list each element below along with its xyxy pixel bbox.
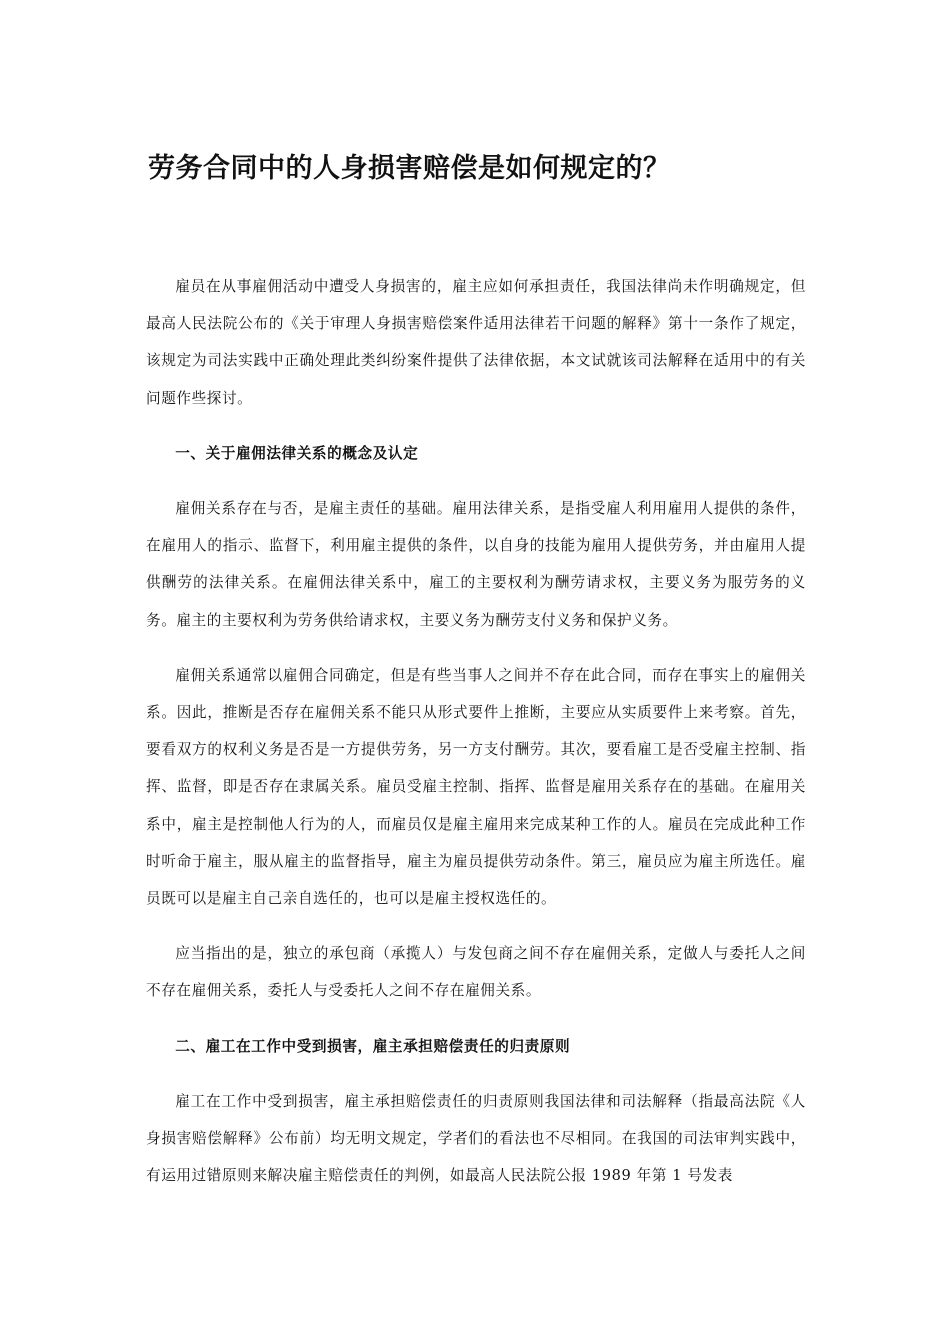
paragraph-intro: 雇员在从事雇佣活动中遭受人身损害的，雇主应如何承担责任，我国法律尚未作明确规定，但最高人民法院公布的《关于审理人身损害赔偿案件适用法律若干问题的解释》第十一条作了规定，该规定为司法实践中正确处理此类纠纷案件提供了法律依据，本文试就该司法解释在适用中的有关问题作些探讨。	[146, 278, 806, 407]
section-heading-2: 二、雇工在工作中受到损害，雇主承担赔偿责任的归责原则	[175, 1037, 571, 1055]
document-body	[146, 268, 806, 1194]
paragraph-employment-definition: 雇佣关系存在与否，是雇主责任的基础。雇用法律关系，是指受雇人利用雇用人提供的条件，在雇用人的指示、监督下，利用雇主提供的条件，以自身的技能为雇用人提供劳务，并由雇用人提供酬劳的法律关系。在雇佣法律关系中，雇工的主要权利为酬劳请求权，主要义务为服劳务的义务。雇主的主要权利为劳务供给请求权，主要义务为酬劳支付义务和保护义务。	[146, 500, 806, 629]
paragraph-liability-principle: 雇工在工作中受到损害，雇主承担赔偿责任的归责原则我国法律和司法解释（指最高法院《人身损害赔偿解释》公布前）均无明文规定，学者们的看法也不尽相同。在我国的司法审判实践中，有运用过错原则来解决雇主赔偿责任的判例，如最高人民法院公报 1989 年第 1 号发表	[146, 1092, 806, 1185]
section-heading-1: 一、关于雇佣法律关系的概念及认定	[175, 444, 419, 462]
document-title: 劳务合同中的人身损害赔偿是如何规定的？	[148, 153, 671, 185]
paragraph-exclusions: 应当指出的是，独立的承包商（承揽人）与发包商之间不存在雇佣关系，定做人与委托人之间不存在雇佣关系，委托人与受委托人之间不存在雇佣关系。	[146, 945, 806, 1000]
paragraph-employment-determination: 雇佣关系通常以雇佣合同确定，但是有些当事人之间并不存在此合同，而存在事实上的雇佣关系。因此，推断是否存在雇佣关系不能只从形式要件上推断，主要应从实质要件上来考察。首先，要看双方的权利义务是否是一方提供劳务，另一方支付酬劳。其次，要看雇工是否受雇主控制、指挥、监督，即是否存在隶属关系。雇员受雇主控制、指挥、监督是雇用关系存在的基础。在雇用关系中，雇主是控制他人行为的人，而雇员仅是雇主雇用来完成某种工作的人。雇员在完成此种工作时听命于雇主，服从雇主的监督指导，雇主为雇员提供劳动条件。第三，雇员应为雇主所选任。雇员既可以是雇主自己亲自选任的，也可以是雇主授权选任的。	[146, 666, 806, 908]
